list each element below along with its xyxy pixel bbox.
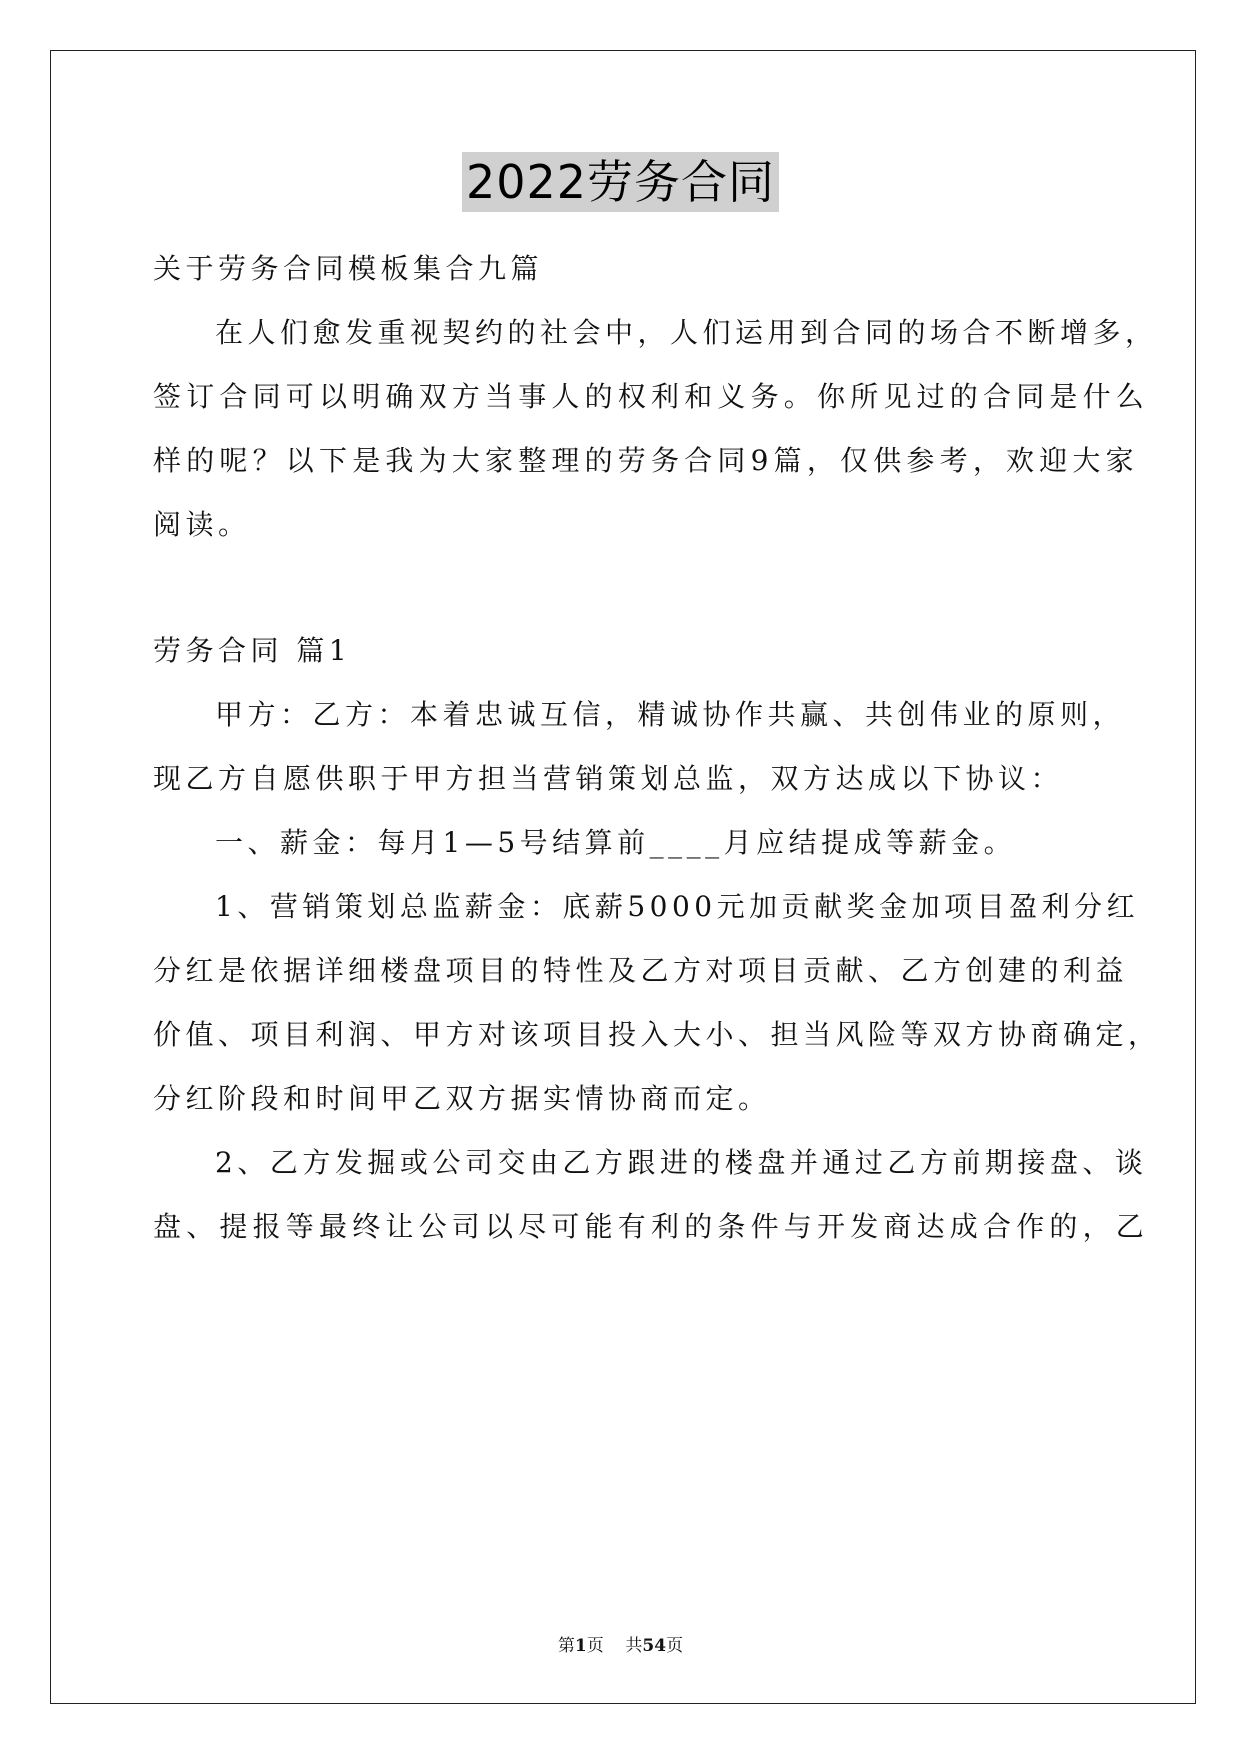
footer-page-prefix: 第: [557, 1636, 575, 1656]
section-line-6: 价值、项目利润、甲方对该项目投入大小、担当风险等双方协商确定，: [153, 1018, 1161, 1051]
section-line-8: 2、乙方发掘或公司交由乙方跟进的楼盘并通过乙方前期接盘、谈: [215, 1146, 1148, 1179]
section-line-1: 甲方：乙方：本着忠诚互信，精诚协作共赢、共创伟业的原则，: [215, 698, 1126, 731]
footer-page-number: 1: [574, 1636, 587, 1656]
paragraph-gap: [153, 558, 1098, 620]
document-body: [153, 238, 1161, 1260]
section-line-5: 分红是依据详细楼盘项目的特性及乙方对项目贡献、乙方创建的利益: [153, 954, 1129, 987]
footer-total-prefix: 共: [625, 1636, 643, 1656]
section-line-3: 一、薪金：每月1—5号结算前____月应结提成等薪金。: [215, 826, 1017, 859]
footer-total-suffix: 页: [666, 1636, 684, 1656]
intro-line-3: 样的呢？以下是我为大家整理的劳务合同9篇，仅供参考，欢迎大家: [153, 444, 1139, 477]
footer-page-suffix: 页: [586, 1636, 604, 1656]
document-subtitle: 关于劳务合同模板集合九篇: [153, 252, 544, 285]
intro-line-4: 阅读。: [153, 508, 251, 541]
section-line-4: 1、营销策划总监薪金：底薪5000元加贡献奖金加项目盈利分红: [215, 890, 1140, 923]
section-line-7: 分红阶段和时间甲乙双方据实情协商而定。: [153, 1082, 771, 1115]
footer-total-pages: 54: [642, 1636, 667, 1656]
document-title: 2022劳务合同: [462, 152, 779, 212]
title-container: [0, 152, 1241, 212]
section-line-9: 盘、提报等最终让公司以尽可能有利的条件与开发商达成合作的，乙: [153, 1210, 1150, 1243]
section-line-2: 现乙方自愿供职于甲方担当营销策划总监，双方达成以下协议：: [153, 762, 1064, 795]
page-footer: [0, 1631, 1241, 1656]
section-heading: 劳务合同 篇1: [153, 634, 352, 667]
intro-line-1: 在人们愈发重视契约的社会中，人们运用到合同的场合不断增多，: [215, 316, 1158, 349]
intro-line-2: 签订合同可以明确双方当事人的权利和义务。你所见过的合同是什么: [153, 380, 1150, 413]
